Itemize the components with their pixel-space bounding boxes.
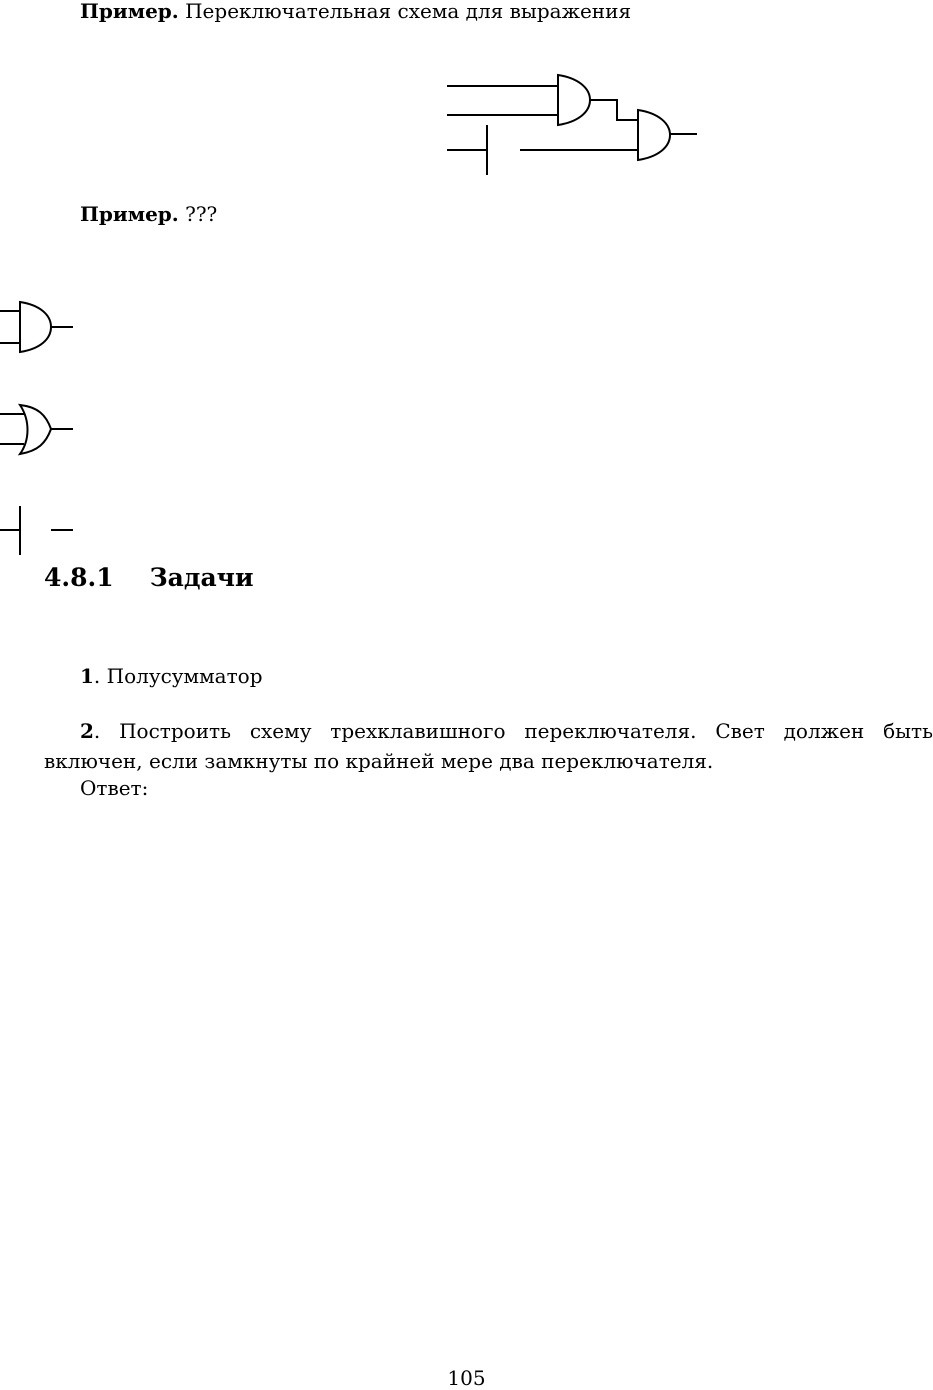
and-gate-symbol [0, 302, 73, 352]
example-2-text: ??? [185, 202, 218, 226]
circuit-diagrams [0, 0, 933, 600]
section-title: Задачи [149, 563, 254, 592]
example-2-line [80, 202, 217, 226]
task-2-number: 2 [80, 719, 94, 743]
and-gate-2 [638, 110, 670, 160]
or-symbol-body [20, 405, 51, 454]
and-symbol-body [20, 302, 51, 352]
task-2-text: . Построить схему трехклавишного переключателя. Свет должен быть включен, если замкнуты по крайней мере два переключателя. [44, 719, 933, 773]
task-2 [44, 716, 933, 776]
answer-label: Ответ: [80, 776, 149, 800]
page-number: 105 [447, 1366, 486, 1390]
section-number: 4.8.1 [44, 563, 114, 592]
task-1-text: . Полусумматор [93, 664, 263, 688]
connector-wire [590, 100, 638, 120]
task-1-number: 1 [80, 664, 94, 688]
example-1-text: Переключательная схема для выражения [185, 0, 632, 23]
task-1 [80, 664, 263, 688]
example-1-label: Пример. [80, 0, 179, 23]
example-2-label: Пример. [80, 202, 179, 226]
and-gate-1 [558, 75, 590, 125]
switch-symbol [0, 506, 73, 555]
section-heading [44, 563, 254, 593]
example-1-circuit [447, 75, 697, 175]
or-gate-symbol [0, 405, 73, 454]
